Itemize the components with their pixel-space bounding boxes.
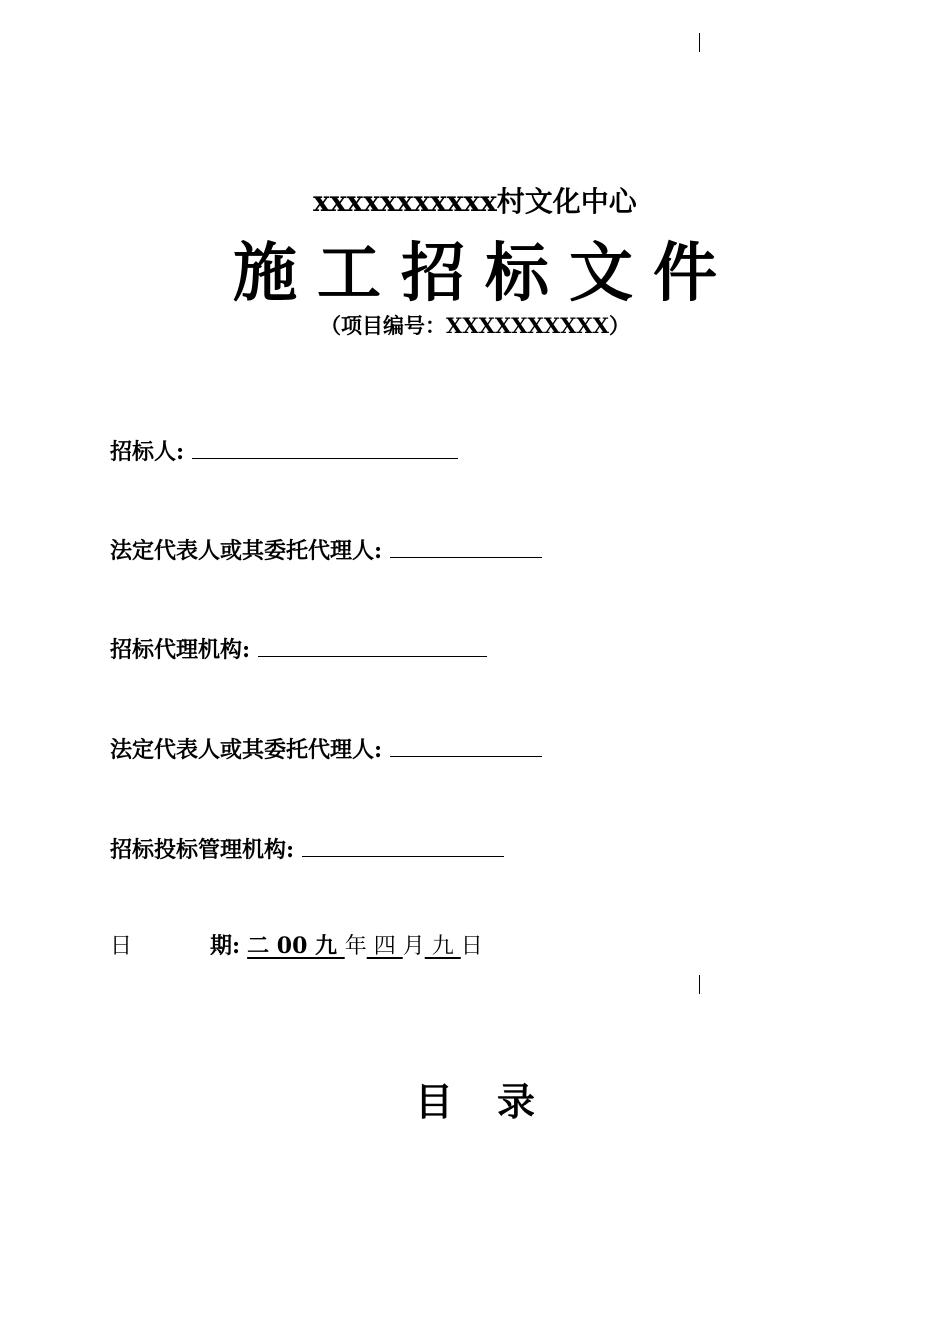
date-year-unit: 年 <box>344 934 367 959</box>
tender-agency-label: 招标代理机构: <box>110 637 251 663</box>
project-number: （项目编号：XXXXXXXXXX） <box>320 313 630 338</box>
date-label-ri: 日 <box>110 934 133 959</box>
margin-mark-top <box>699 33 700 52</box>
document-title: 施工招标文件 <box>233 236 737 311</box>
tender-authority-field <box>110 834 504 864</box>
legal-representative-label-1: 法定代表人或其委托代理人: <box>110 538 383 564</box>
tender-agency-blank-line <box>258 634 487 657</box>
tenderer-label: 招标人: <box>110 439 185 465</box>
date-field <box>110 932 483 961</box>
date-year-value: 二 00 九 <box>247 933 345 959</box>
table-of-contents-heading: 目录 <box>414 1079 579 1124</box>
margin-mark-bottom <box>699 975 700 994</box>
date-day-unit: 日 <box>460 934 483 959</box>
document-subtitle: xxxxxxxxxxx村文化中心 <box>313 185 637 218</box>
tenderer-field <box>110 436 458 466</box>
legal-representative-blank-line-1 <box>390 535 542 558</box>
legal-representative-field-1 <box>110 535 542 565</box>
date-label-qi: 期: <box>210 933 241 959</box>
tender-authority-blank-line <box>302 834 504 857</box>
tenderer-blank-line <box>192 436 458 459</box>
date-month-value: 四 <box>366 934 403 959</box>
tender-agency-field <box>110 634 487 664</box>
date-day-value: 九 <box>424 934 461 959</box>
legal-representative-blank-line-2 <box>390 734 542 757</box>
date-month-unit: 月 <box>402 934 425 959</box>
tender-authority-label: 招标投标管理机构: <box>110 837 295 863</box>
legal-representative-field-2 <box>110 734 542 764</box>
legal-representative-label-2: 法定代表人或其委托代理人: <box>110 737 383 763</box>
